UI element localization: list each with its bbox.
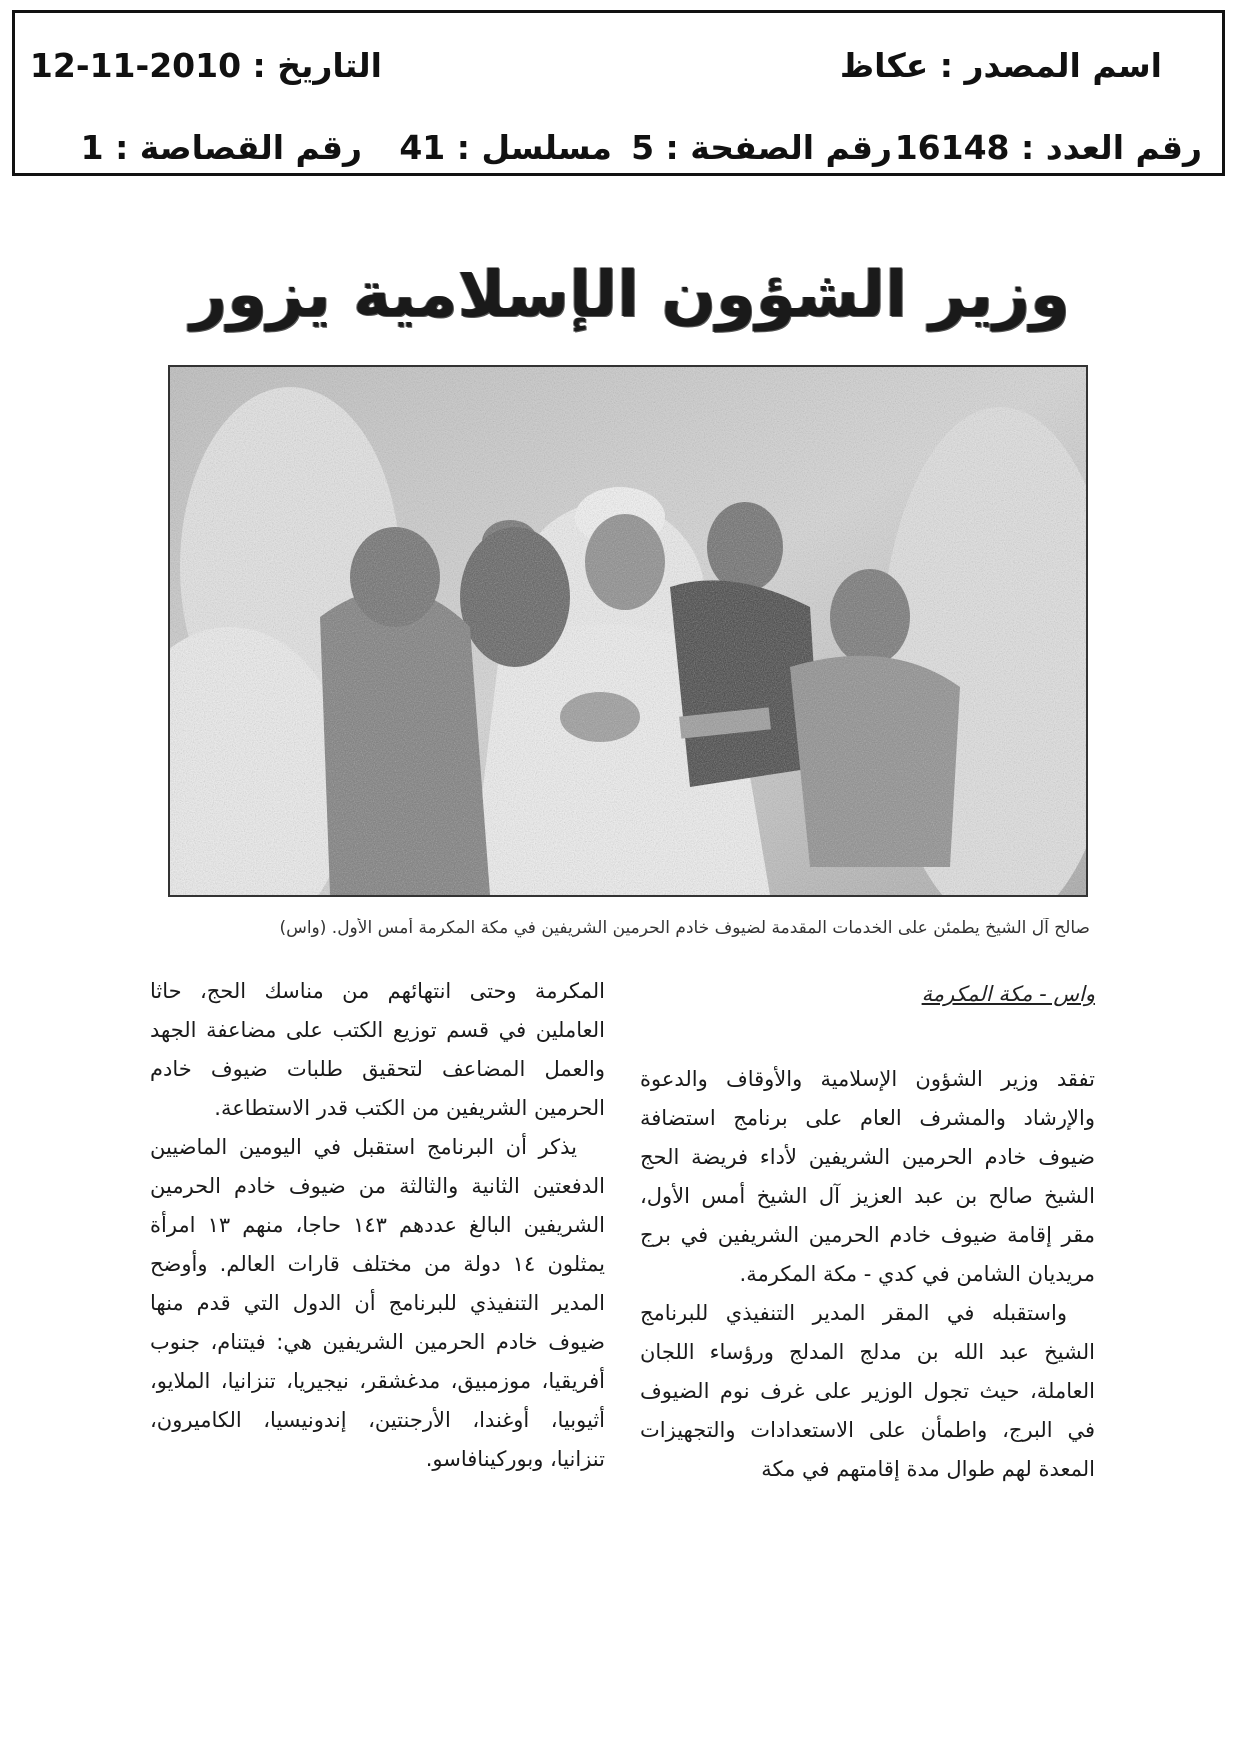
- paragraph: تفقد وزير الشؤون الإسلامية والأوقاف والدعوة والإرشاد والمشرف العام على برنامج استضافة ضيوف خادم الحرمين الشريفين لأداء فريضة الحج الشيخ صالح بن عبد العزيز آل الشيخ أمس الأول، مقر إقامة ضيوف خادم الحرمين الشريفين في برج مريديان الشامن في كدي - مكة المكرمة.: [640, 1067, 1095, 1286]
- header-row-2: [15, 123, 1222, 173]
- paragraph: واستقبله في المقر المدير التنفيذي للبرنامج الشيخ عبد الله بن مدلج المدلج ورؤساء اللجان العاملة، حيث تجول الوزير على غرف نوم الضيوف في البرج، واطمأن على الاستعدادات والتجهيزات المعدة لهم طوال مدة إقامتهم في مكة: [640, 1301, 1095, 1481]
- issue-field: [895, 123, 1202, 173]
- issue-value: 16148: [894, 128, 1010, 167]
- source-field: [840, 41, 1162, 91]
- date-value: 2010-11-12: [29, 46, 242, 85]
- serial-field: [399, 123, 612, 173]
- clip-field: [81, 123, 362, 173]
- page-value: 5: [631, 128, 655, 167]
- paragraph: يذكر أن البرنامج استقبل في اليومين الماضيين الدفعتين الثانية والثالثة من ضيوف خادم الحرمين الشريفين البالغ عددهم ١٤٣ حاجا، منهم ١٣ امرأة يمثلون ١٤ دولة من مختلف قارات العالم. وأوضح المدير التنفيذي للبرنامج أن الدول التي قدم منها ضيوف خادم الحرمين الشريفين هي: فيتنام، جنوب أفريقيا، موزمبيق، مدغشقر، نيجيريا، تنزانيا، الملايو، أثيوبيا، أوغندا، الأرجنتين، إندونيسيا، الكاميرون، تنزانيا، وبوركينافاسو.: [150, 1135, 606, 1471]
- source-label: اسم المصدر :: [928, 46, 1162, 85]
- source-value: عكاظ: [839, 46, 929, 85]
- date-label: التاريخ :: [241, 46, 382, 85]
- news-photo: [168, 365, 1088, 897]
- clipping-header: [12, 10, 1225, 176]
- serial-value: 41: [399, 128, 446, 167]
- article-column-left: [150, 972, 605, 1492]
- photo-caption: صالح آل الشيخ يطمئن على الخدمات المقدمة لضيوف خادم الحرمين الشريفين في مكة المكرمة أمس الأول. (واس): [279, 918, 1090, 938]
- news-photo-image: [170, 367, 1086, 895]
- clip-value: 1: [80, 128, 104, 167]
- paragraph: المكرمة وحتى انتهائهم من مناسك الحج، حاثا العاملين في قسم توزيع الكتب على مضاعفة الجهد والعمل المضاعف لتحقيق طلبات ضيوف خادم الحرمين الشريفين من الكتب قدر الاستطاعة.: [150, 979, 605, 1120]
- article-headline: وزير الشؤون الإسلامية يزور: [190, 258, 1070, 332]
- page-label: رقم الصفحة :: [654, 128, 892, 167]
- clip-label: رقم القصاصة :: [104, 128, 362, 167]
- article-column-right: [640, 1060, 1095, 1500]
- header-row-1: [15, 41, 1222, 91]
- serial-label: مسلسل :: [445, 128, 612, 167]
- date-field: [30, 41, 382, 91]
- page-field: [631, 123, 892, 173]
- article-dateline: واس - مكة المكرمة: [921, 982, 1095, 1006]
- issue-label: رقم العدد :: [1010, 128, 1203, 167]
